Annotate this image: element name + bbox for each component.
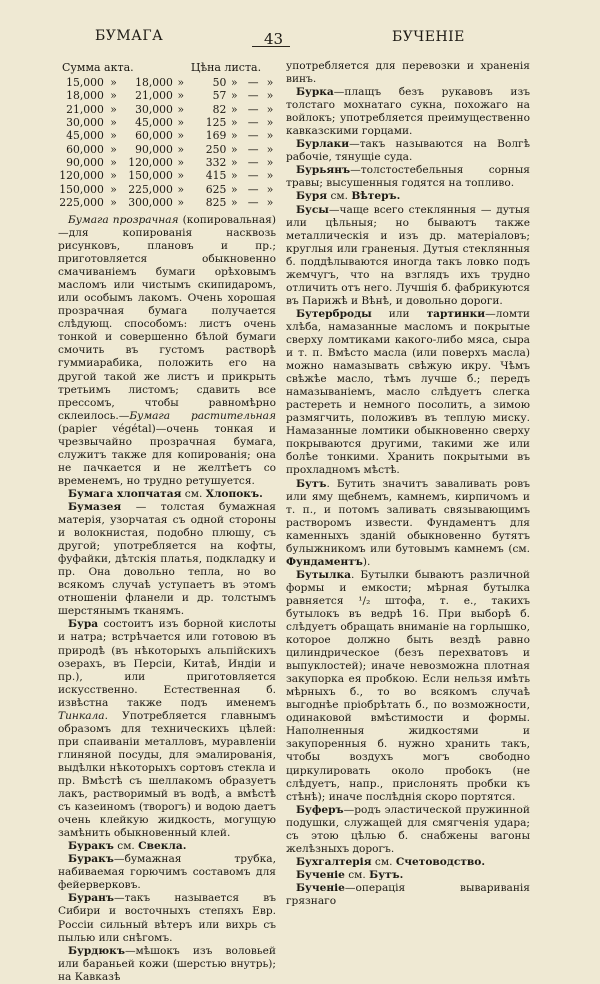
ditto-mark: » [110,155,117,169]
ditto-mark: » [231,116,238,130]
tariff-price: 625 [205,182,227,196]
ditto-mark: » [231,155,238,169]
left-column [58,60,276,984]
entry-continuation: употребляется для перевозки и храненія винъ. [286,60,530,86]
entry-bukhgalteriya: Бухгалтерія см. Счетоводство. [296,855,486,868]
ditto-mark: » [177,76,185,90]
entry-burka: Бурка—плащъ безъ рукавовъ изъ толстаго мохнатаго сукна, похожаго на войлокъ; употребляется преимущественно кавказскими горцами. [286,86,530,138]
tariff-dash: — [247,155,259,169]
tariff-row [58,116,276,129]
entry-busy: Бусы—чаще всего стеклянныя — дутыя или цѣльныя; но бываютъ также металлическія и изъ др. матеріаловъ; круглыя или граненыя. Дутыя стеклянныя б. поддѣлываются иногда такъ ловко подъ жемчугъ, что на взглядъ ихъ трудно отличить отъ него. Лучшія б. фабрикуются въ Парижѣ и Вѣнѣ, и довольно дороги. [286,203,530,307]
ditto-mark: » [266,155,274,169]
cross-reference: Свекла. [138,840,187,853]
tariff-price: 125 [205,116,227,130]
tariff-sum-from: 21,000 [66,102,104,116]
tariff-row [58,196,276,209]
tariff-price: 332 [205,155,227,169]
cross-reference: Счетоводство. [395,855,486,868]
entry-term: Бумага хлопчатая [68,487,182,500]
page-number-rule [252,46,290,47]
ditto-mark: » [177,89,185,103]
ditto-mark: » [110,89,117,103]
tariff-price: 415 [205,169,227,183]
tariff-row [58,169,276,182]
entry-bumaga-prozrachnaya: Бумага прозрачная (копировальная)—для копированія насквозь рисунковъ, плановъ и пр.; приготовляется обыкновенно смачиваніемъ бумаги орѣховымъ масломъ или чистымъ скипидаромъ, или особымъ лакомъ. Очень хорошая прозрачная бумага получается слѣдующ. способомъ: листъ очень тонкой и совершенно бѣлой бумаги смочить въ густомъ растворѣ гуммиарабика, положить его на другой такой же листъ и прикрыть третьимъ листомъ; сдавить все прессомъ, чтобы равномѣрно склеилось.—Бумага растительная (papier végétal)—очень тонкая и чрезвычайно прозрачная бумага, служитъ также для копированія; она не пачкается и не желтѣетъ со временемъ, но трудно ретушуется. [58,213,276,487]
ditto-mark: » [177,169,185,183]
ditto-mark: » [177,195,185,209]
tariff-table [58,60,276,209]
entry-term: Бученіе [296,868,345,881]
cross-reference: Бутъ. [369,868,404,881]
tariff-head-sum: Сумма акта. [62,61,134,75]
entry-term: Бурьянъ [296,164,351,177]
cross-reference: Фундаментъ [286,555,363,568]
entry-buchenie: Бученіе—операція вывариванія грязнаго [286,881,530,907]
tariff-dash: — [247,195,259,209]
tariff-dash: — [247,182,259,196]
entry-but: Бутъ. Бутить значитъ заваливать ровъ или яму щебнемъ, камнемъ, кирпичомъ и т. п., и потомъ заливать связывающимъ растворомъ извести. Фундаментъ для каменныхъ зданій обыкновенно бутятъ булыжникомъ или бутовымъ камнемъ (см. Фундаментъ). [286,477,530,568]
entry-term: Бумазея [68,501,122,513]
ditto-mark: » [266,116,274,130]
entry-term: Буферъ [296,803,344,816]
ditto-mark: » [231,89,238,103]
tariff-row [58,142,276,155]
entry-term: Бумага прозрачная [68,213,179,226]
tariff-price: 82 [212,102,227,116]
tariff-sum-to: 30,000 [135,102,173,116]
tariff-row [58,103,276,116]
ditto-mark: » [231,169,238,183]
ditto-mark: » [231,129,238,143]
tariff-price: 50 [212,76,227,90]
entry-term: Бусы [296,203,329,216]
entry-term: Бутерброды [296,307,372,320]
entry-butylka: Бутылка. Бутылки бываютъ различной формы и емкости; мѣрная бутылка равняется ¹/₂ штофа, т. е., такихъ бутылокъ въ ведрѣ 16. При выборѣ б. слѣдуетъ обращать вниманіе на горлышко, которое должно быть вездѣ равно цилиндрическое (безъ перехватовъ и выпуклостей); иначе невозможна плотная закупорка ея пробкою. Если нельзя имѣть мѣрныхъ б., то во всякомъ случаѣ выгоднѣе пріобрѣтать б., по возможности, одинаковой вмѣстимости и формы. Наполненныя жидкостями и закупоренныя б. нужно хранить такъ, чтобы воздухъ могъ свободно циркулировать около пробокъ (не слѣдуетъ, напр., прислонять пробки къ стѣнѣ); иначе послѣднія скоро портятся. [286,568,531,803]
cross-reference: Вѣтеръ. [351,190,401,203]
tariff-sum-to: 90,000 [135,142,173,156]
tariff-row [58,156,276,169]
tariff-sum-to: 150,000 [128,169,173,183]
entry-bufer: Буферъ—родъ эластической пружинной подушки, служащей для смягченія удара; съ этою цѣлью б. снабжены вагоны желѣзныхъ дорогъ. [286,803,530,855]
tariff-row [58,76,276,89]
tariff-dash: — [247,129,259,143]
right-column [286,60,530,908]
ditto-mark: » [110,76,117,90]
entry-term: Бурлаки [296,138,350,151]
tariff-sum-to: 21,000 [135,89,173,103]
running-head-right: БУЧЕНІЕ [392,29,465,45]
ditto-mark: » [231,182,238,196]
ditto-mark: » [177,116,185,130]
ditto-mark: » [266,102,274,116]
entry-burlaki: Бурлаки—такъ называются на Волгѣ рабочіе, тянущіе суда. [286,138,530,164]
entry-buryan: Бурьянъ—толстостебельныя сорныя травы; высушенныя годятся на топливо. [286,164,530,190]
entry-buterbrody: Бутерброды или тартинки—ломти хлѣба, намазанные масломъ и покрытые сверху ломтиками какого-либо мяса, сыра и т. п. Вмѣсто масла (или поверхъ масла) можно намазывать свѣжую икру. Чѣмъ свѣжѣе масло, тѣмъ лучше б.; передъ намазываніемъ, масло слѣдуетъ слегка растереть и немного посолить, а зимою размягчить, положивъ въ теплую миску. Намазанные ломтики обыкновенно сверху покрываются другими, такими же или болѣе тонкими. Хранить покрытыми въ прохладномъ мѣстѣ. [286,307,530,477]
tariff-head-price: Цѣна листа. [190,61,262,75]
entry-bura: Бура состоитъ изъ борной кислоты и натра; встрѣчается или готовою въ природѣ (въ нѣкоторыхъ альпійскихъ озерахъ, въ Персіи, Китаѣ, Индіи и пр.), или приготовляется искусственно. Естественная б. извѣстна также подъ именемъ Тинкала. Употребляется главнымъ образомъ для техническихъ цѣлей: при спаиваніи металловъ, муравленіи глиняной посуды, для эмалированія, выдѣлки нѣкоторыхъ сортовъ стекла и пр. Вмѣстѣ съ шеллакомъ образуетъ лакъ, растворимый въ водѣ, а вмѣстѣ съ казеиномъ (творогъ) и водою даетъ очень клейкую жидкость, могущую замѣнить обыкновенный клей. [58,618,276,840]
ditto-mark: » [266,169,274,183]
entry-term: Бухгалтерія [296,855,372,868]
tariff-price: 825 [205,195,227,209]
entry-term: тартинки [426,307,486,320]
tariff-sum-from: 45,000 [66,129,104,143]
entry-term: Буря [296,190,328,203]
entry-term: Бученіе [296,881,345,894]
ditto-mark: » [231,76,238,90]
tariff-sum-from: 225,000 [59,195,104,209]
tariff-sum-from: 90,000 [66,155,104,169]
ditto-mark: » [231,142,238,156]
tariff-price: 57 [212,89,227,103]
tariff-row [58,182,276,195]
ditto-mark: » [110,102,117,116]
ditto-mark: » [110,129,117,143]
entry-term: Буракъ [68,853,114,866]
ditto-mark: » [110,142,117,156]
entry-term: Бурдюкъ [68,944,125,957]
tariff-sum-from: 15,000 [66,76,104,90]
ditto-mark: » [110,195,117,209]
ditto-mark: » [231,102,238,116]
tariff-sum-from: 30,000 [66,116,104,130]
ditto-mark: » [266,195,274,209]
tariff-dash: — [247,142,259,156]
tariff-row [58,129,276,142]
ditto-mark: » [177,182,185,196]
ditto-mark: » [177,102,185,116]
entry-buchenie-ref: Бученіе см. Бутъ. [296,868,404,881]
ditto-mark: » [266,129,274,143]
tariff-sum-to: 60,000 [135,129,173,143]
fraction: ¹/₂ [358,594,371,607]
ditto-mark: » [266,76,274,90]
tariff-sum-from: 18,000 [66,89,104,103]
tariff-sum-to: 45,000 [135,116,173,130]
tariff-dash: — [247,169,259,183]
tariff-dash: — [247,76,259,90]
entry-burak: Буракъ—бумажная трубка, набиваемая горючимъ составомъ для фейерверковъ. [58,853,276,892]
page-header [0,28,600,52]
ditto-mark: » [231,195,238,209]
entry-term: Буракъ [68,840,114,853]
tariff-price: 250 [205,142,227,156]
entry-buran: Буранъ—такъ называется въ Сибири и восточныхъ степяхъ Евр. Россіи сильный вѣтеръ или вихрь съ пылью или снѣгомъ. [58,892,276,944]
ditto-mark: » [266,89,274,103]
tariff-sum-from: 150,000 [59,182,104,196]
tariff-sum-to: 120,000 [128,155,173,169]
tariff-sum-from: 60,000 [66,142,104,156]
ditto-mark: » [110,169,117,183]
tariff-sum-to: 18,000 [135,76,173,90]
tariff-row [58,89,276,102]
ditto-mark: » [177,155,185,169]
ditto-mark: » [266,142,274,156]
entry-bumazeya: Бумазея — толстая бумажная матерія, узорчатая съ одной стороны и волокнистая, подобно плюшу, съ другой; употребляется на кофты, фуфайки, дѣтскія платья, подкладку и пр. Она довольно тепла, но во всякомъ случаѣ уступаетъ въ этомъ отношеніи фланели и др. толстымъ шерстянымъ тканямъ. [58,501,276,618]
entry-term: Бутъ [296,477,327,490]
ditto-mark: » [110,116,117,130]
entry-burya: Буря см. Вѣтеръ. [296,190,401,203]
tariff-sum-from: 120,000 [59,169,104,183]
entry-term: Бура [68,618,99,631]
ditto-mark: » [110,182,117,196]
entry-term: Бумага растительная [129,409,276,422]
tariff-header [58,60,276,76]
running-head-left: БУМАГА [95,28,164,44]
ditto-mark: » [266,182,274,196]
tariff-dash: — [247,102,259,116]
tariff-price: 169 [205,129,227,143]
tariff-dash: — [247,116,259,130]
tariff-body [58,76,276,209]
tariff-sum-to: 225,000 [128,182,173,196]
entry-burak-ref: Буракъ см. Свекла. [68,840,187,853]
tariff-sum-to: 300,000 [128,195,173,209]
page-number: 43 [264,30,284,48]
cross-reference: Хлопокъ. [205,487,263,500]
entry-bumaga-khlopchataya: Бумага хлопчатая см. Хлопокъ. [68,487,263,500]
entry-term: Бурка [296,86,334,99]
tariff-dash: — [247,89,259,103]
ditto-mark: » [177,129,185,143]
entry-burdyuk: Бурдюкъ—мѣшокъ изъ воловьей или бараньей кожи (шерстью внутрь); на Кавказѣ [58,944,276,983]
ditto-mark: » [177,142,185,156]
entry-term: Бутылка [296,568,352,581]
entry-term: Буранъ [68,892,114,905]
